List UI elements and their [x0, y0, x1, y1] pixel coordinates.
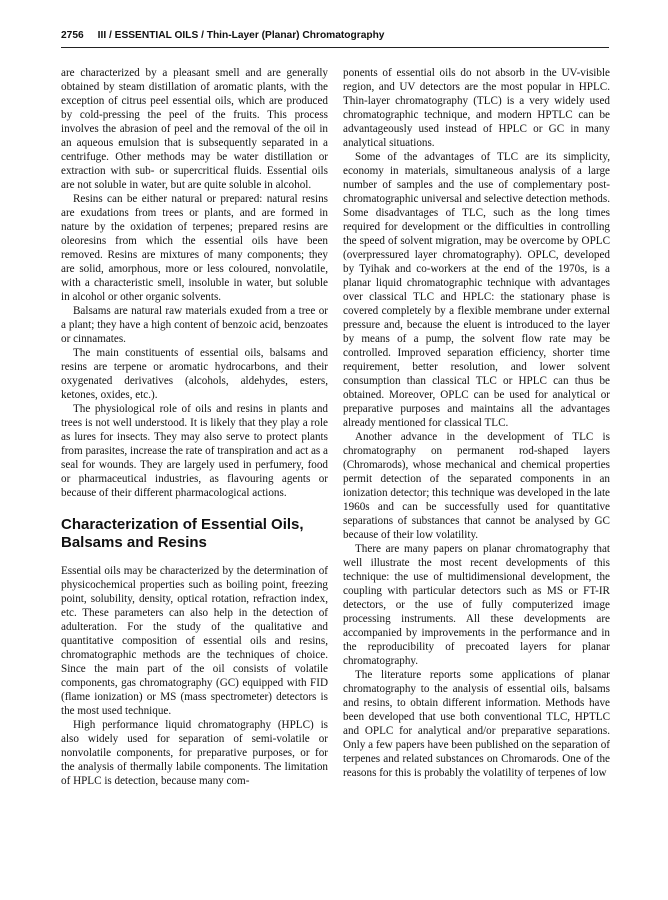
- paragraph: Resins can be either natural or prepared: natural resins are exudations from trees or plants, and are formed in nature by the oxidation of terpenes; prepared resins are oleoresins from which the essential oils have been removed. Resins are mixtures of many components; they are solid, amorphous, more or less coloured, nonvolatile, with a characteristic smell, insoluble in water, but soluble in alcohol or other organic solvents.: [61, 193, 328, 303]
- paragraph: The literature reports some applications of planar chromatography to the analysis of essential oils, balsams and resins, to obtain different information. Methods have been developed that use both conventional TLC, HPTLC and OPLC for analytical and/or preparative separations. Only a few papers have been published on the separation of terpenes and related substances on Chromarods. One of the reasons for this is probably the volatility of terpenes of low: [343, 669, 610, 779]
- paragraph: The main constituents of essential oils, balsams and resins are terpene or aromatic hydrocarbons, and their oxygenated derivatives (alcohols, aldehydes, esters, ketones, oxides, etc.).: [61, 347, 328, 401]
- paragraph: High performance liquid chromatography (HPLC) is also widely used for separation of semi-volatile or nonvolatile components, for preparative purposes, or for the analysis of thermally labile components. The limitation of HPLC is detection, because many com-: [61, 719, 328, 787]
- paragraph: There are many papers on planar chromatography that well illustrate the most recent developments of this technique: the use of multidimensional development, the coupling with particular detectors such as MS or FT-IR detectors, or the use of fully computerized image processing instruments. All these developments are accompanied by improvements in the performance and in the reproducibility of precoated layers for planar chromatography.: [343, 543, 610, 667]
- section-heading: Characterization of Essential Oils, Balsams and Resins: [61, 516, 304, 551]
- page-number: 2756: [61, 30, 84, 41]
- running-header: [61, 30, 607, 41]
- paragraph: Essential oils may be characterized by the determination of physicochemical properties such as boiling point, freezing point, solubility, density, optical rotation, refraction index, etc. These parameters can also help in the detection of adulteration. For the study of the qualitative and quantitative composition of essential oils and resins, chromatographic methods are the techniques of choice. Since the main part of the oil consists of volatile components, gas chromatography (GC) equipped with FID (flame ionization) or MS (mass spectrometer) detectors is the most used technique.: [61, 565, 328, 717]
- paragraph: Balsams are natural raw materials exuded from a tree or a plant; they have a high content of benzoic acid, benzoates or cinnamates.: [61, 305, 328, 345]
- paragraph: are characterized by a pleasant smell and are generally obtained by steam distillation of aromatic plants, with the exception of citrus peel essential oils, which are produced by cold-pressing the peel of the fruits. This process involves the abrasion of peel and the removal of the oil in an aqueous emulsion that is subsequently separated in a centrifuge. Other methods may be water distillation or extraction with sub- or supercritical fluids. Essential oils are not soluble in water, but are quite soluble in alcohol.: [61, 67, 328, 191]
- paragraph: ponents of essential oils do not absorb in the UV-visible region, and UV detectors are the most popular in HPLC. Thin-layer chromatography (TLC) is a very widely used chromatographic technique, and modern HPTLC can be advantageously used instead of HPLC or GC in many analytical situations.: [343, 67, 610, 149]
- paragraph: Another advance in the development of TLC is chromatography on permanent rod-shaped layers (Chromarods), whose mechanical and chemical properties permit detection of the separated components in an ionization detector; this technique was developed in the late 1960s and can be successfully used for quantitative separations of substances that cannot be analysed by GC because of their low volatility.: [343, 431, 610, 541]
- running-title: III / ESSENTIAL OILS / Thin-Layer (Planar) Chromatography: [97, 30, 385, 41]
- right-column: [343, 66, 610, 876]
- left-column: [61, 66, 328, 876]
- paragraph: Some of the advantages of TLC are its simplicity, economy in materials, simultaneous analysis of a large number of samples and the use of complementary post-chromatographic universal and selective detection methods. Some disadvantages of TLC, such as the long times required for development or the difficulties in controlling the speed of solvent migration, may be overcome by OPLC (overpressured layer chromatography). OPLC, developed by Tyihak and co-workers at the end of the 1970s, is a planar liquid chromatographic technique with advantages over classical TLC and HPLC: the stationary phase is covered completely by a flexible membrane under external pressure and, because the eluent is introduced to the layer by means of a pump, the solvent flow rate may be controlled. Improved separation efficiency, shorter time requirement, better resolution, and lower solvent consumption than classical TLC or HPLC can thus be obtained. Moreover, OPLC can be used for analytical or preparative purposes and maintains all the advantages already mentioned for classical TLC.: [343, 151, 610, 429]
- header-rule: [61, 47, 609, 48]
- paragraph: The physiological role of oils and resins in plants and trees is not well understood. It is likely that they play a role as lures for insects. They may also serve to protect plants from parasites, increase the rate of transpiration and act as a seal for wounds. They are largely used in perfumery, food or pharmaceutical industries, as flavouring agents or because of their different pharmacological actions.: [61, 403, 328, 499]
